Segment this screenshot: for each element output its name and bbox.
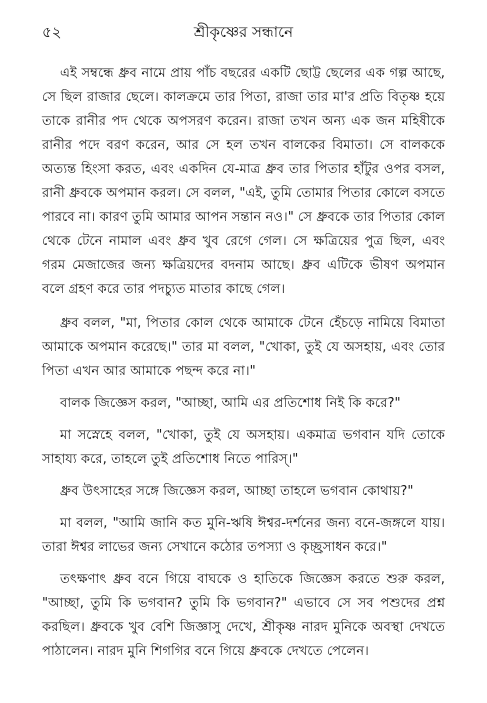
paragraph-where-is-god: ধ্রুব উৎসাহের সঙ্গে জিজ্ঞেস করল, আচ্ছা তাহলে ভগবান কোথায়?" [60,484,414,499]
body-text [42,62,445,664]
paragraph-dhruva-story: এই সম্বন্ধে ধ্রুব নামে প্রায় পাঁচ বছরের একটি ছোট্ট ছেলের এক গল্প আছে, সে ছিল রাজার ছেলে। কালক্রমে তার পিতা, রাজা তার মা'র প্রতি বিতৃষ্ণ হয়ে তাকে রানীর পদ থেকে অপসরণ করেন। রাজা তখন অন্য এক জন মহিষীকে রানীর পদে বরণ করেন, আর সে হল তখন বালকের বিমাতা। সে বালককে অত্যন্ত হিংসা করত, এবং একদিন যে-মাত্র ধ্রুব তার পিতার হাঁটুর ওপর বসল, রানী ধ্রুবকে অপমান করল। সে বলল, "এই, তুমি তোমার পিতার কোলে বসতে পারবে না। কারণ তুমি আমার আপন সন্তান নও।" সে ধ্রুবকে তার পিতার কোল থেকে টেনে নামাল এবং ধ্রুব খুব রেগে গেল। সে ক্ষত্রিয়ের পুত্র ছিল, এবং গরম মেজাজের জন্য ক্ষত্রিয়দের বদনাম আছে। ধ্রুব এটিকে ভীষণ অপমান বলে গ্রহণ করে তার পদচ্যুত মাতার কাছে গেল। [42,66,445,297]
running-title: শ্রীকৃষ্ণের সন্ধানে [193,23,294,41]
page-number: ৫২ [42,23,62,41]
paragraph-dhruva-complaint: ধ্রুব বলল, "মা, পিতার কোল থেকে আমাকে টেনে হেঁচড়ে নামিয়ে বিমাতা আমাকে অপমান করেছে।" তার মা বলল, "খোকা, তুই যে অসহায়, এবং তোর পিতা এখন আর আমাকে পছন্দ করে না।" [42,316,445,379]
paragraph-sages-in-forest: মা বলল, "আমি জানি কত মুনি-ঋষি ঈশ্বর-দর্শনের জন্য বনে-জঙ্গলে যায়। তারা ঈশ্বর লাভের জন্য সেখানে কঠোর তপস্যা ও কৃচ্ছ্রসাধন করে।" [42,516,445,555]
paragraph-revenge-question: বালক জিজ্ঞেস করল, "আচ্ছা, আমি এর প্রতিশোধ নিই কি করে?" [60,396,401,411]
paragraph-mother-answer: মা সস্নেহে বলল, "খোকা, তুই যে অসহায়। একমাত্র ভগবান যদি তোকে সাহায্য করে, তাহলে তুই প্রতিশোধ নিতে পারিস্।" [42,428,445,467]
running-header [42,22,445,48]
paragraph-narada-sent: তৎক্ষণাৎ ধ্রুব বনে গিয়ে বাঘকে ও হাতিকে জিজ্ঞেস করতে শুরু করল, "আচ্ছা, তুমি কি ভগবান? তুমি কি ভগবান?" এভাবে সে সব পশুদের প্রশ্ন করছিল। ধ্রুবকে খুব বেশি জিজ্ঞাসু দেখে, শ্রীকৃষ্ণ নারদ মুনিকে অবস্থা দেখতে পাঠালেন। নারদ মুনি শিগগির বনে গিয়ে ধ্রুবকে দেখতে পেলেন। [42,572,445,659]
